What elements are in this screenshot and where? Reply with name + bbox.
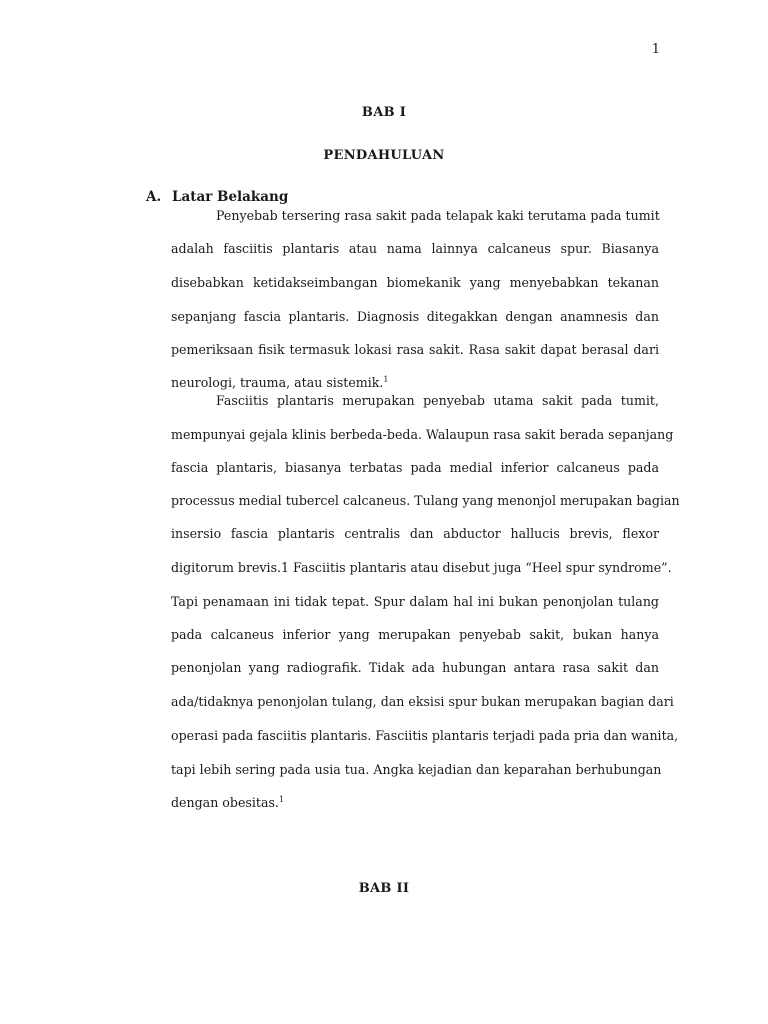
paragraph2-line: insersio fascia plantaris centralis dan abductor hallucis brevis, flexor xyxy=(171,526,659,541)
paragraph2-line: tapi lebih sering pada usia tua. Angka kejadian dan keparahan berhubungan xyxy=(171,762,662,777)
section-heading xyxy=(146,189,288,205)
paragraph2-line: mempunyai gejala klinis berbeda-beda. Walaupun rasa sakit berada sepanjang xyxy=(171,427,674,442)
page-number: 1 xyxy=(651,42,660,57)
paragraph1-line: adalah fasciitis plantaris atau nama lainnya calcaneus spur. Biasanya xyxy=(171,241,659,256)
paragraph2-line: digitorum brevis.1 Fasciitis plantaris atau disebut juga “Heel spur syndrome”. xyxy=(171,560,672,575)
paragraph2-line: Fasciitis plantaris merupakan penyebab utama sakit pada tumit, xyxy=(216,393,659,408)
paragraph2-line: Tapi penamaan ini tidak tepat. Spur dalam hal ini bukan penonjolan tulang xyxy=(171,594,659,609)
paragraph2-line: penonjolan yang radiografik. Tidak ada hubungan antara rasa sakit dan xyxy=(171,660,659,675)
paragraph2-line: fascia plantaris, biasanya terbatas pada medial inferior calcaneus pada xyxy=(171,460,659,475)
paragraph2-line: pada calcaneus inferior yang merupakan penyebab sakit, bukan hanya xyxy=(171,627,659,642)
paragraph1-last-text: neurologi, trauma, atau sistemik. xyxy=(171,375,384,390)
paragraph2-line: processus medial tubercel calcaneus. Tulang yang menonjol merupakan bagian xyxy=(171,493,680,508)
section-title: Latar Belakang xyxy=(172,189,289,205)
footnote-marker: 1 xyxy=(383,375,389,384)
footnote-marker: 1 xyxy=(278,795,285,804)
paragraph1-line: sepanjang fascia plantaris. Diagnosis ditegakkan dengan anamnesis dan xyxy=(171,309,659,324)
paragraph2-line: ada/tidaknya penonjolan tulang, dan eksisi spur bukan merupakan bagian dari xyxy=(171,694,674,709)
next-chapter-label: BAB II xyxy=(358,881,410,896)
paragraph1-last-line xyxy=(171,374,659,392)
chapter-title: PENDAHULUAN xyxy=(323,148,445,163)
paragraph2-last-line xyxy=(171,794,659,812)
section-letter: A. xyxy=(146,189,162,205)
paragraph1-line: disebabkan ketidakseimbangan biomekanik yang menyebabkan tekanan xyxy=(171,275,659,290)
paragraph2-last-text: dengan obesitas. xyxy=(171,795,279,810)
paragraph1-line: Penyebab tersering rasa sakit pada telapak kaki terutama pada tumit xyxy=(216,208,660,223)
chapter-label: BAB I xyxy=(361,105,407,120)
paragraph1-line: pemeriksaan fisik termasuk lokasi rasa sakit. Rasa sakit dapat berasal dari xyxy=(171,342,659,357)
paragraph2-line: operasi pada fasciitis plantaris. Fasciitis plantaris terjadi pada pria dan wanita, xyxy=(171,728,679,743)
